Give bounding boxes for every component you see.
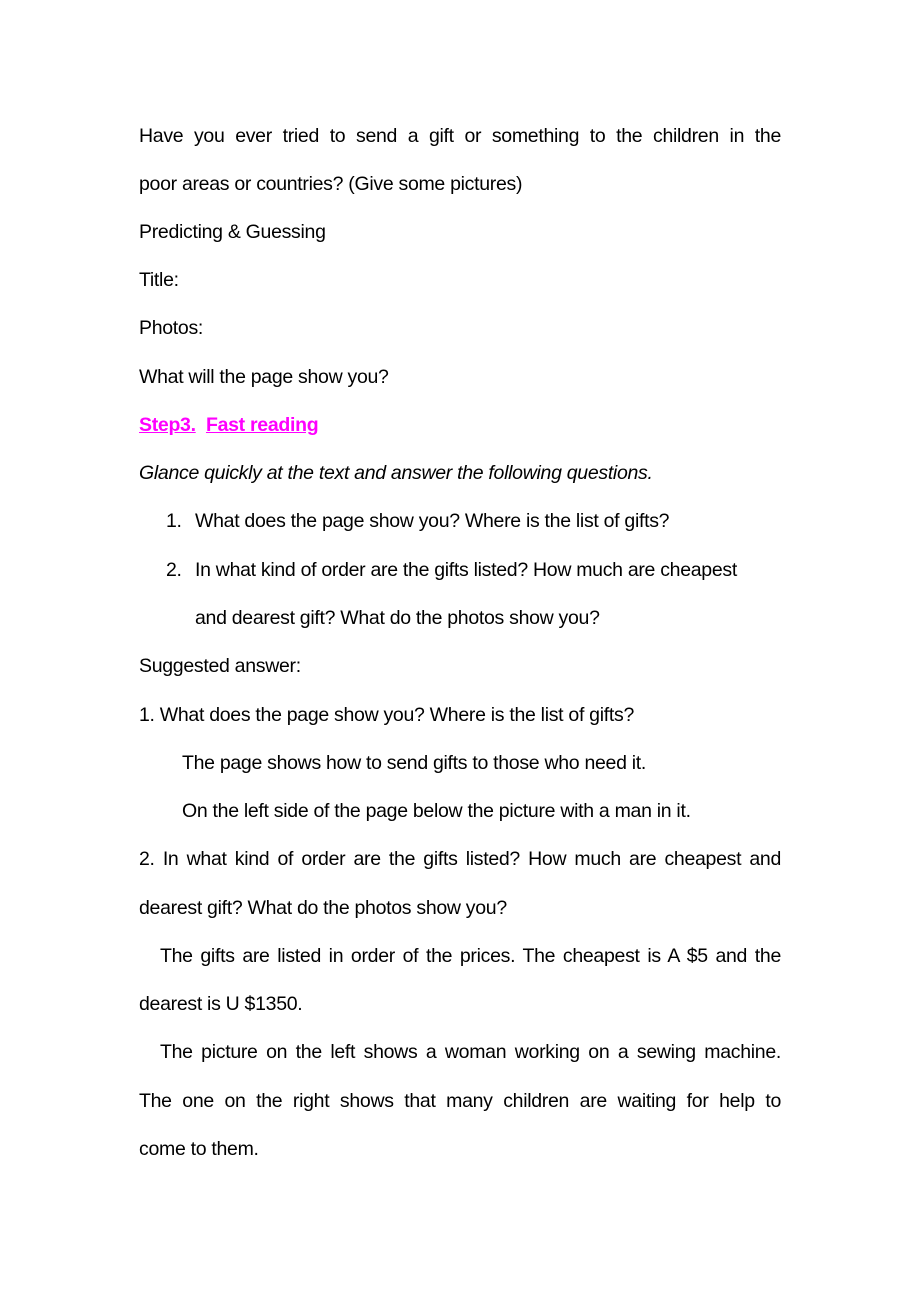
answer-1-line-1: The page shows how to send gifts to those who need it.	[182, 752, 647, 774]
step3-label: Step3.	[139, 414, 196, 436]
predicting-heading: Predicting & Guessing	[139, 221, 326, 243]
title-label: Title:	[139, 269, 179, 291]
step3-heading	[139, 413, 318, 437]
question-item-1	[166, 509, 669, 533]
answer-question-2-line-2: dearest gift? What do the photos show you?	[139, 897, 507, 919]
photos-label: Photos:	[139, 317, 204, 339]
question-item-2	[166, 558, 737, 582]
answer-3-line-2: The one on the right shows that many children are waiting for help to	[139, 1090, 781, 1112]
answer-question-2-line-1: 2. In what kind of order are the gifts listed? How much are cheapest and	[139, 848, 781, 870]
step3-instruction: Glance quickly at the text and answer the following questions.	[139, 462, 653, 484]
answer-2-line-1: The gifts are listed in order of the prices. The cheapest is A $5 and the	[160, 945, 781, 967]
predicting-question: What will the page show you?	[139, 366, 389, 388]
question-number: 2.	[166, 559, 182, 581]
intro-line-2: poor areas or countries? (Give some pictures)	[139, 173, 523, 195]
intro-line-1: Have you ever tried to send a gift or something to the children in the	[139, 125, 781, 147]
answer-1-line-2: On the left side of the page below the picture with a man in it.	[182, 800, 691, 822]
question-item-2-continued: and dearest gift? What do the photos show you?	[195, 607, 600, 629]
answer-question-1: 1. What does the page show you? Where is the list of gifts?	[139, 704, 634, 726]
question-number: 1.	[166, 510, 182, 532]
step3-title: Fast reading	[205, 414, 319, 436]
answer-3-line-3: come to them.	[139, 1138, 259, 1160]
question-text: What does the page show you? Where is the list of gifts?	[195, 510, 670, 532]
suggested-answer-label: Suggested answer:	[139, 655, 301, 677]
answer-3-line-1: The picture on the left shows a woman working on a sewing machine.	[160, 1041, 781, 1063]
answer-2-line-2: dearest is U $1350.	[139, 993, 303, 1015]
question-text: In what kind of order are the gifts listed? How much are cheapest	[195, 559, 737, 581]
